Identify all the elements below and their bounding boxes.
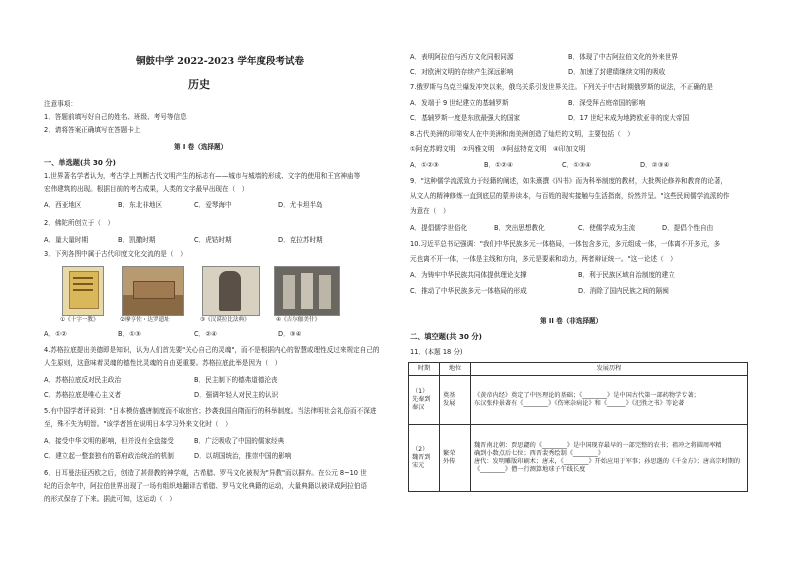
option: C．②④ (194, 330, 218, 338)
option: D．加速了封建绩继续文明的吸收 (568, 68, 666, 76)
status-line: 发展 (443, 399, 456, 407)
status-cell (440, 424, 471, 491)
option: B．①③ (118, 330, 141, 338)
part1-title: 第 I 卷（选择题） (174, 143, 228, 151)
question-text: 从文人的精神修炼一直到底层的蒙养读本，与百姓的现实接触与生活指南，纷然并呈。"这些民间儒学流派的作 (410, 192, 730, 200)
option: C．对欧洲文明的存续产生深远影响 (410, 68, 514, 76)
content-line: 确到小数点后七位；西晋裴秀绘制《________》 (474, 450, 604, 457)
content-line: 东汉张仲景著有《________》《伤寒杂病论》和《______》《汜胜之书》等论著 (474, 399, 685, 407)
subject-title: 历史 (188, 78, 210, 91)
option: B．民主制下的德弗道德沦丧 (194, 376, 278, 384)
note-item: 2．请将答案正确填写在答题卡上 (44, 126, 141, 134)
table-header: 发展历程 (471, 363, 748, 376)
question-text: 人生原则，这意味着灵魂的德性比灵魂的自由更重要。苏格拉底此举是因为（ ） (44, 359, 282, 367)
status-cell (440, 375, 471, 424)
period-line: 魏晋到 (412, 453, 431, 461)
option: B．东北非地区 (118, 201, 163, 209)
section-heading: 二、填空题(共 30 分) (410, 332, 482, 341)
question-text: 3．下列各图中属于古代印度文化交流的是（ ） (44, 250, 187, 258)
option: A．发端于 9 世纪建立的基辅罗斯 (410, 99, 509, 107)
option: B．凯撒时期 (118, 236, 156, 244)
option: A．表明阿拉伯与西方文化同根同源 (410, 53, 514, 61)
period-cell (409, 375, 440, 424)
option: D．以胡国统治，推崇中国的影响 (194, 452, 292, 460)
period-line: 宋元 (412, 461, 425, 469)
figure-caption: ③《汉谟拉比法典》 (200, 317, 250, 323)
table-header: 时期 (409, 363, 440, 376)
question-text: 5.有中国学者评说到："日本模仿盛唐制度而不取宦官；抄袭我国自隋而行的科举制度。当法律明社会礼俗而不深进 (44, 407, 377, 415)
figure-4-image (274, 266, 340, 316)
option: C．虎钴时期 (194, 236, 232, 244)
option: A．①② (44, 330, 67, 338)
option: D．消除了国内民族之间的隔阂 (578, 287, 669, 295)
table-row (409, 375, 748, 424)
content-line: 唐代：发明雕版印刷术；唐末，《________》开始应用于军事；孙思邈的《千金方》；唐高宗时期的 (474, 457, 741, 465)
option: A．①②③ (410, 161, 439, 169)
period-line: （2） (412, 446, 429, 454)
option: B．利于民族区域自治制度的建立 (578, 271, 675, 279)
option: C．基辅罗斯一度是东欧最强大的国家 (410, 114, 521, 122)
option: A．接受中华文明的影响，但并没有全盘接受 (44, 437, 174, 445)
option: C．爱琴海中 (194, 201, 232, 209)
option: C．建立起一整套独有的幕府政治统治的机制 (44, 452, 174, 460)
option: B．广泛吸收了中国的儒家经典 (194, 437, 285, 445)
notes-heading: 注意事项： (44, 100, 77, 108)
option: A．苏格拉底反对民主政治 (44, 376, 122, 384)
school-title: 铜鼓中学 2022-2023 学年度段考试卷 (136, 56, 304, 67)
content-cell (471, 424, 748, 491)
option: D．③④ (278, 330, 302, 338)
question-items: ①阿克苏姆文明 ②玛雅文明 ③阿兹特克文明 ④印加文明 (410, 145, 586, 153)
question-text: 宏伟建筑的出现。根据目前的考古成果，人类的文字最早出现在（ ） (44, 185, 249, 193)
period-line: 先秦到 (412, 395, 431, 403)
question-text: 1.世界著名学者认为，考古学上判断古代文明产生的标志有——城市与城墙的形成、文字的使用和王宫神庙等 (44, 172, 361, 180)
option: D．②③④ (640, 161, 670, 169)
option: D．强调年轻人对民主的认识 (194, 391, 279, 399)
option: A．量大量时期 (44, 236, 89, 244)
part2-title: 第 II 卷（非选择题） (540, 317, 603, 325)
option: A．西亚地区 (44, 201, 82, 209)
figure-3-image (202, 266, 260, 316)
option: B．深受拜占庭帝国的影响 (568, 99, 646, 107)
content-line: 《________》僧一行测算地球子午线长度 (474, 465, 586, 473)
option: C．使儒学成为主流 (578, 224, 636, 232)
question-text: 至，殊不失为明智。"该学者旨在说明日本学习外来文化时（ ） (44, 420, 232, 428)
status-line: 繁荣 (443, 450, 456, 457)
figure-2-image (122, 266, 184, 316)
history-table (408, 362, 748, 492)
table-header: 地位 (440, 363, 471, 376)
figure-caption: ①《十字一教》 (60, 317, 99, 323)
option: D．提倡个性自由 (662, 224, 714, 232)
option: B．①②④ (484, 161, 513, 169)
question-text: 9．"这种儒学流派致力于经籍的阐述，如朱熹撰《四书》而为科举制度的教材，大批舆论修养和教育的论著， (410, 177, 728, 185)
figure-caption: ②摩亨佐・达罗遗址 (120, 317, 170, 323)
option: C．①③④ (562, 161, 591, 169)
table-row (409, 424, 748, 491)
option: B．突出思想教化 (494, 224, 545, 232)
question-text: 4.苏格拉底提出美德即是知识，认为人们首先要"关心自己的灵魂"，而不是根据内心的智慧或理性反过来规定自己的 (44, 346, 380, 354)
content-line: 魏晋南北朝：贾思勰的《________》是中国现存最早的一部完整的农书；祖冲之将圆周率精 (474, 442, 722, 450)
question-text: 6．日耳曼法征西欧之后，创造了甚督教的神学观，古希腊、罗马文化被视为"异教"而以摒弃。在公元 8~10 世 (44, 469, 367, 477)
question-text: 为意在（ ） (410, 207, 450, 215)
figure-1-image (62, 266, 104, 316)
question-text: 8.古代美洲的印第安人在中美洲和南美洲创造了灿烂的文明，主要包括（ ） (410, 130, 634, 138)
option: A．提倡儒学世俗化 (410, 224, 468, 232)
question-text: 元也离不开一体，一体是主线和方向，多元是要素和动力，两者辩证统一。"这一论述（ ） (410, 255, 677, 263)
content-cell (471, 375, 748, 424)
period-cell (409, 424, 440, 491)
table-header-row (409, 363, 748, 376)
option: A．为铸牢中华民族共同体提供理论支撑 (410, 271, 527, 279)
option: D．尤卡坦半岛 (278, 201, 323, 209)
period-line: 秦汉 (412, 403, 425, 411)
question-text: 的形式保存了下来。据此可知，这运动（ ） (44, 495, 176, 503)
status-line: 外传 (443, 457, 456, 465)
option: D．克拉苏时期 (278, 236, 323, 244)
status-line: 奠基 (443, 392, 456, 399)
section-heading: 一、单选题(共 30 分) (44, 158, 116, 167)
question-text: 7.俄罗斯与乌克兰爆发冲突以来，俄乌关系引发世界关注。下列关于中古时期俄罗斯的说法，不正确的是 (410, 83, 714, 91)
period-line: （1） (412, 388, 429, 396)
content-line: 《黄帝内经》奠定了中医理论的基础；《________》是中国古代第一部药物学专著； (474, 392, 700, 399)
question-text: 10.习近平总书记强调："我们中华民族多元一体格局，一体包含多元，多元组成一体，一体离不开多元，多 (410, 240, 721, 248)
note-item: 1．答题前填写好自己的姓名、班级、考号等信息 (44, 113, 187, 121)
option: D．17 世纪末成为地跨欧亚非的庞大帝国 (568, 114, 690, 122)
option: C．苏格拉底是唯心主义者 (44, 391, 122, 399)
question-number: 11．(本题 18 分) (410, 348, 463, 356)
question-text: 2．佛陀所创立于（ ） (44, 219, 115, 227)
figure-caption: ④《吉尔伽美什》 (276, 317, 321, 323)
option: B．体现了中古阿拉伯文化的外来世界 (568, 53, 679, 61)
question-text: 纪的百余年中，阿拉伯世界出现了一场有组织地翻译古希腊、罗马文化典籍的运动，大量典籍以被译成阿拉伯语 (44, 482, 368, 490)
option: C．推动了中华民族多元一体格局的形成 (410, 287, 527, 295)
